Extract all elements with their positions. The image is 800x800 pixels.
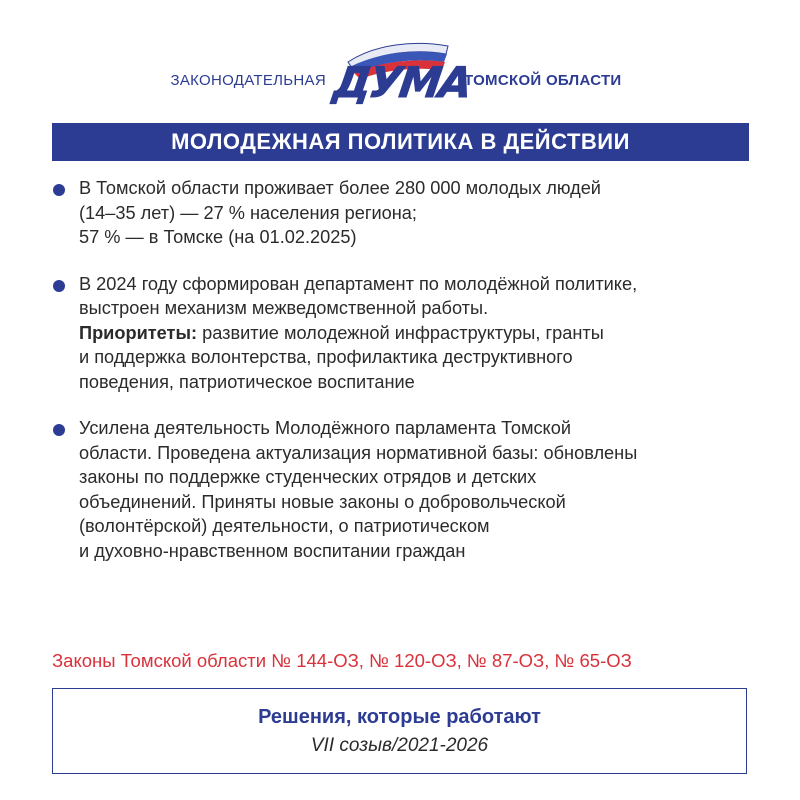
bullet-dot-icon [53,184,65,196]
bullet-list [52,176,752,585]
bullet-line: области. Проведена актуализация нормативной базы: обновлены [79,442,638,463]
priorities-line [79,321,752,346]
bullet-line: В Томской области проживает более 280 000 молодых людей [79,178,601,198]
banner-title: МОЛОДЕЖНАЯ ПОЛИТИКА В ДЕЙСТВИИ [171,129,630,154]
bullet-item-youth-parliament [52,416,752,563]
bullet-item-department [52,272,752,395]
logo-wordmark: ДУМА [330,58,474,107]
bullet-line: законы по поддержке студенческих отрядов и детских [79,467,537,487]
priorities-label: Приоритеты: [79,322,198,343]
bullet-line: Усилена деятельность Молодёжного парламента Томской [79,418,571,438]
laws-reference: Законы Томской области № 144-ОЗ, № 120-ОЗ, № 87-ОЗ, № 65-ОЗ [52,650,632,671]
bullet-line: 57 % — в Томске (на 01.02.2025) [79,227,357,247]
section-banner [52,123,749,161]
footer-box [52,688,747,774]
bullet-line: (14–35 лет) — 27 % населения региона; [79,202,417,223]
footer-title: Решения, которые работают [258,706,541,728]
bullet-line: поведения, патриотическое воспитание [79,371,415,392]
priorities-text: развитие молодежной инфраструктуры, гранты [197,322,604,343]
footer-subtitle: VII созыв/2021-2026 [310,735,489,756]
duma-logo [330,40,474,110]
header [0,40,800,120]
header-left-text: ЗАКОНОДАТЕЛЬНАЯ [170,72,326,89]
bullet-line: (волонтёрской) деятельности, о патриотическом [79,516,490,536]
bullet-line: объединений. Приняты новые законы о добровольческой [79,491,566,512]
bullet-line: В 2024 году сформирован департамент по молодёжной политике, [79,273,638,294]
bullet-dot-icon [53,424,65,436]
bullet-line: выстроен механизм межведомственной работы. [79,298,489,318]
bullet-item-youth-population [52,176,752,250]
bullet-dot-icon [53,280,65,292]
bullet-line: и поддержка волонтерства, профилактика деструктивного [79,347,573,367]
header-right-text: ТОМСКОЙ ОБЛАСТИ [464,72,622,89]
bullet-line: и духовно-нравственном воспитании граждан [79,540,466,561]
